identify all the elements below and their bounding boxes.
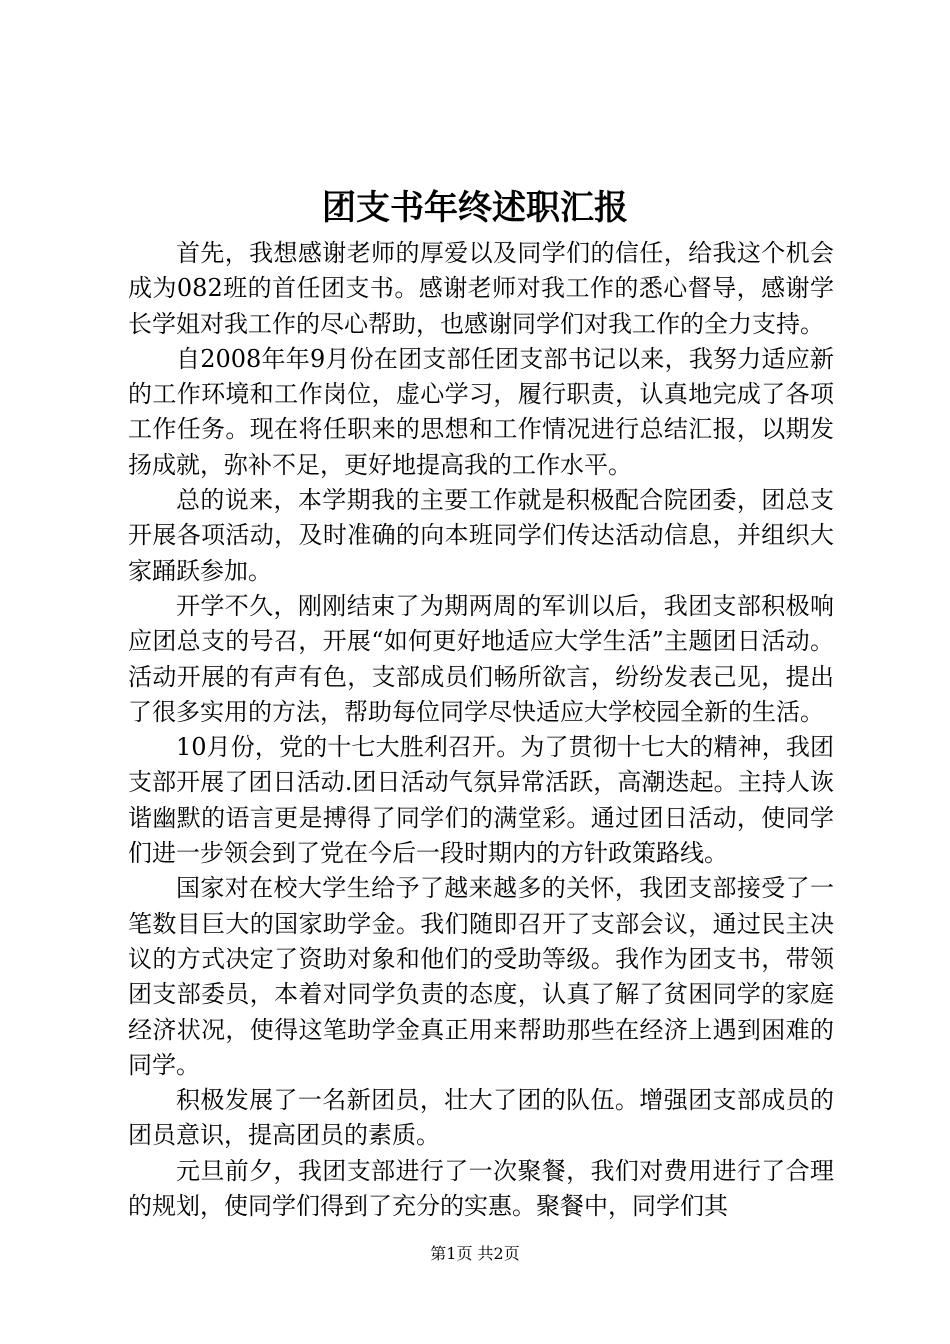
paragraph-7: 积极发展了一名新团员，壮大了团的队伍。增强团支部成员的团员意识，提高团员的素质。 — [128, 1086, 834, 1150]
paragraph-2: 自2008年年9月份在团支部任团支部书记以来，我努力适应新的工作环境和工作岗位，虚心学习，履行职责，认真地完成了各项工作任务。现在将任职来的思想和工作情况进行总结汇报，以期发扬成就，弥补不足，更好地提高我的工作水平。 — [128, 344, 834, 479]
paragraph-3: 总的说来，本学期我的主要工作就是积极配合院团委，团总支开展各项活动，及时准确的向本班同学们传达活动信息，并组织大家踊跃参加。 — [128, 486, 834, 585]
paragraph-1: 首先，我想感谢老师的厚爱以及同学们的信任，给我这个机会成为082班的首任团支书。感谢老师对我工作的悉心督导，感谢学长学姐对我工作的尽心帮助，也感谢同学们对我工作的全力支持。 — [128, 239, 834, 338]
paragraph-4: 开学不久，刚刚结束了为期两周的军训以后，我团支部积极响应团总支的号召，开展“如何更好地适应大学生活”主题团日活动。活动开展的有声有色，支部成员们畅所欲言，纷纷发表己见，提出了很多实用的方法，帮助每位同学尽快适应大学校园全新的生活。 — [128, 591, 834, 726]
paragraph-5: 10月份，党的十七大胜利召开。为了贯彻十七大的精神，我团支部开展了团日活动.团日活动气氛异常活跃，高潮迭起。主持人诙谐幽默的语言更是搏得了同学们的满堂彩。通过团日活动，使同学们进一步领会到了党在今后一段时期内的方针政策路线。 — [128, 733, 834, 868]
document-title: 团支书年终述职汇报 — [322, 188, 628, 228]
page-footer: 第1页 共2页 — [430, 1244, 520, 1263]
paragraph-8: 元旦前夕，我团支部进行了一次聚餐，我们对费用进行了合理的规划，使同学们得到了充分的实惠。聚餐中，同学们其 — [128, 1156, 834, 1221]
paragraph-6: 国家对在校大学生给予了越来越多的关怀，我团支部接受了一笔数目巨大的国家助学金。我们随即召开了支部会议，通过民主决议的方式决定了资助对象和他们的受助等级。我作为团支书，带领团支部委员，本着对同学负责的态度，认真了解了贫困同学的家庭经济状况，使得这笔助学金真正用来帮助那些在经济上遇到困难的同学。 — [128, 874, 834, 1079]
document-body — [128, 236, 834, 1224]
